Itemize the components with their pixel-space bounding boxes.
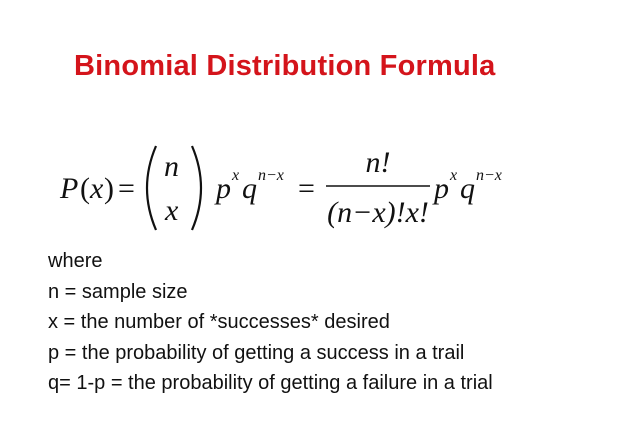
binom-left-paren <box>147 146 156 230</box>
formula-q-exponent-1: n−x <box>258 167 284 184</box>
formula-equals-2: = <box>298 172 315 205</box>
definition-x: x = the number of *successes* desired <box>48 311 390 333</box>
definitions-intro: where <box>48 250 103 272</box>
formula-lhs-close-paren: ) <box>104 172 114 205</box>
formula-lhs-var: x <box>90 172 104 205</box>
formula-p-1: p <box>216 172 231 205</box>
binom-top: n <box>164 150 179 183</box>
formula-p-2: p <box>434 172 449 205</box>
formula-equals-1: = <box>118 172 135 205</box>
binom-right-paren <box>192 146 201 230</box>
definition-n: n = sample size <box>48 280 188 303</box>
slide-title: Binomial Distribution Formula <box>74 50 496 82</box>
definition-q: q= 1-p = the probability of getting a failure in a trial <box>48 372 493 394</box>
formula-lhs-func: P <box>60 172 79 205</box>
formula-p-exponent-1: x <box>232 167 240 184</box>
binom-bottom: x <box>165 194 179 227</box>
fraction-denominator: (n−x)!x! <box>327 196 429 229</box>
formula-p-exponent-2: x <box>450 167 458 184</box>
formula-q-2: q <box>460 172 475 205</box>
definitions-block <box>48 246 493 399</box>
binomial-formula <box>58 140 578 236</box>
definition-p: p = the probability of getting a success in a trail <box>48 341 465 364</box>
formula-q-exponent-2: n−x <box>476 167 502 184</box>
formula-q-1: q <box>242 172 257 205</box>
fraction-numerator: n! <box>365 146 391 179</box>
formula-lhs-open-paren: ( <box>80 172 90 205</box>
formula-svg <box>58 140 578 236</box>
